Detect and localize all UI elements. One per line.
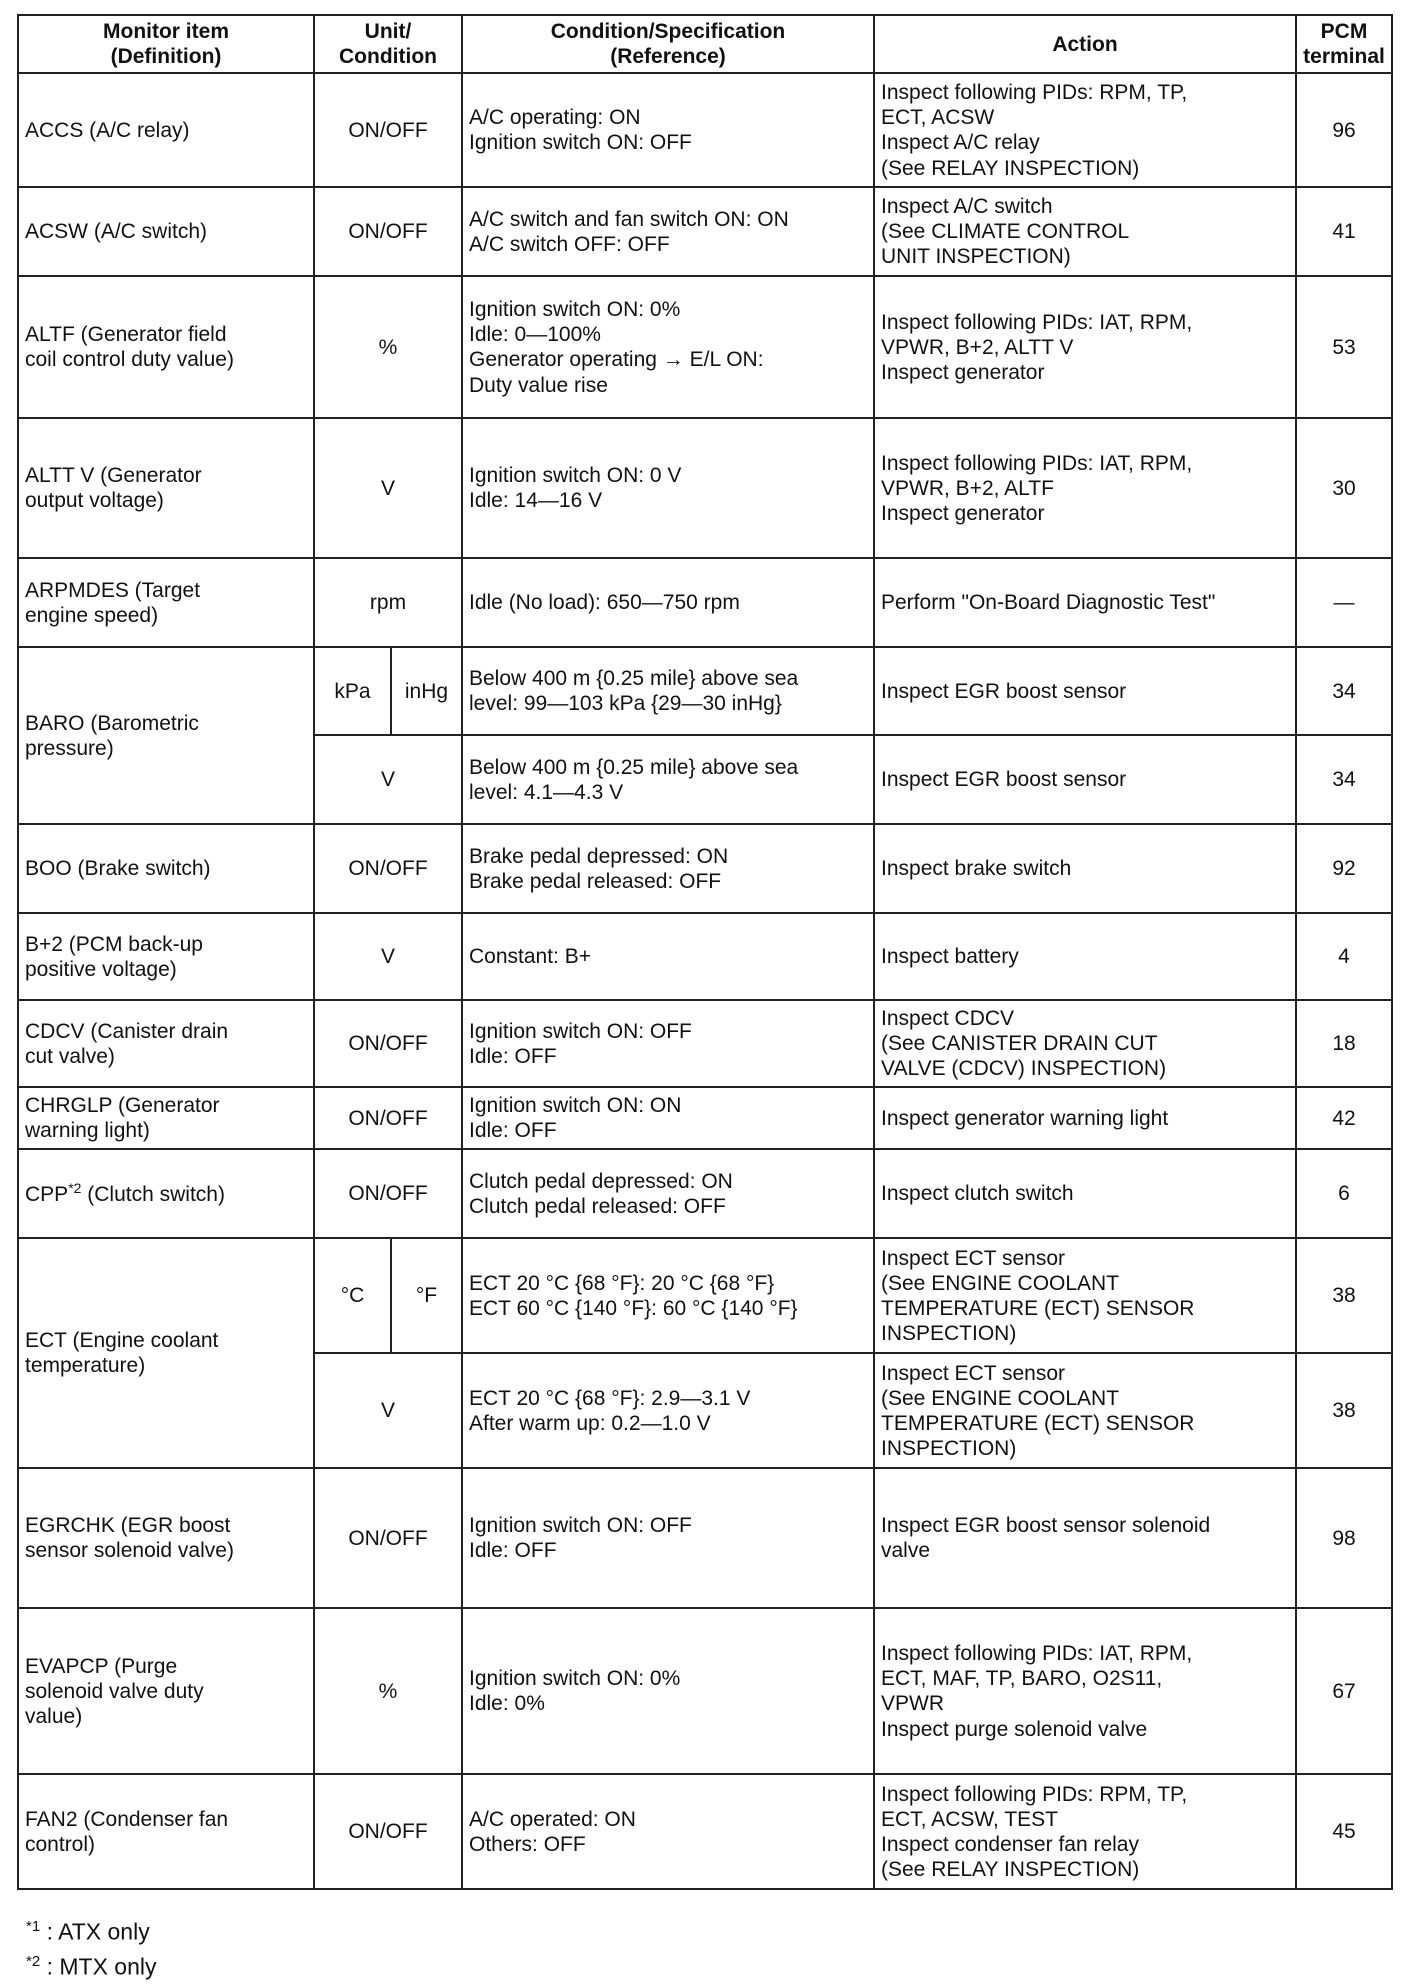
condition-cell: Ignition switch ON: OFF Idle: OFF [462, 1468, 874, 1608]
action-cell: Inspect following PIDs: IAT, RPM, ECT, MAF, TP, BARO, O2S11, VPWR Inspect purge solenoid valve [874, 1608, 1296, 1774]
terminal-cell: 4 [1296, 913, 1392, 1000]
unit-cell-secondary: inHg [391, 647, 462, 735]
header-unit-condition: Unit/ Condition [314, 15, 462, 73]
condition-cell: Ignition switch ON: 0 V Idle: 14—16 V [462, 418, 874, 558]
terminal-cell: 18 [1296, 1000, 1392, 1087]
condition-cell: Below 400 m {0.25 mile} above sea level: 99—103 kPa {29—30 inHg} [462, 647, 874, 735]
action-cell: Inspect clutch switch [874, 1149, 1296, 1238]
terminal-cell: 53 [1296, 276, 1392, 418]
table-row [18, 1087, 1392, 1149]
footnotes [26, 1912, 157, 1981]
footnote-atx [26, 1912, 157, 1947]
action-cell: Inspect A/C switch (See CLIMATE CONTROL UNIT INSPECTION) [874, 187, 1296, 276]
unit-cell-secondary: °F [391, 1238, 462, 1353]
header-pcm-terminal: PCM terminal [1296, 15, 1392, 73]
monitor-item-cell: ACSW (A/C switch) [18, 187, 314, 276]
table-row [18, 276, 1392, 418]
monitor-item-definition: (Clutch switch) [81, 1183, 225, 1207]
table-row [18, 1468, 1392, 1608]
footnote-mtx [26, 1947, 157, 1982]
monitor-item-cell: ECT (Engine coolant temperature) [18, 1238, 314, 1468]
condition-cell: A/C operating: ON Ignition switch ON: OFF [462, 73, 874, 187]
unit-cell: ON/OFF [314, 1000, 462, 1087]
condition-cell: Clutch pedal depressed: ON Clutch pedal released: OFF [462, 1149, 874, 1238]
footnote-text: : MTX only [46, 1953, 157, 1980]
action-cell: Inspect EGR boost sensor [874, 735, 1296, 824]
terminal-cell: — [1296, 558, 1392, 647]
monitor-item-cell: EVAPCP (Purge solenoid valve duty value) [18, 1608, 314, 1774]
unit-cell: ON/OFF [314, 1468, 462, 1608]
footnote-mark: *2 [26, 1952, 41, 1970]
header-action: Action [874, 15, 1296, 73]
unit-cell: ON/OFF [314, 73, 462, 187]
condition-cell: Brake pedal depressed: ON Brake pedal released: OFF [462, 824, 874, 913]
terminal-cell: 92 [1296, 824, 1392, 913]
table-row [18, 73, 1392, 187]
terminal-cell: 34 [1296, 647, 1392, 735]
terminal-cell: 6 [1296, 1149, 1392, 1238]
unit-cell: % [314, 1608, 462, 1774]
condition-cell: A/C operated: ON Others: OFF [462, 1774, 874, 1889]
unit-cell: V [314, 418, 462, 558]
monitor-item-cell: ALTT V (Generator output voltage) [18, 418, 314, 558]
terminal-cell: 96 [1296, 73, 1392, 187]
table-row [18, 647, 1392, 735]
monitor-item-cell: CDCV (Canister drain cut valve) [18, 1000, 314, 1087]
action-cell: Inspect following PIDs: IAT, RPM, VPWR, B+2, ALTT V Inspect generator [874, 276, 1296, 418]
action-cell: Perform "On-Board Diagnostic Test" [874, 558, 1296, 647]
condition-cell: A/C switch and fan switch ON: ON A/C switch OFF: OFF [462, 187, 874, 276]
condition-cell: Constant: B+ [462, 913, 874, 1000]
condition-cell: ECT 20 °C {68 °F}: 20 °C {68 °F} ECT 60 °C {140 °F}: 60 °C {140 °F} [462, 1238, 874, 1353]
unit-cell: V [314, 1353, 462, 1468]
monitor-item-cell [18, 1149, 314, 1238]
monitor-item-name: CPP [25, 1183, 69, 1207]
action-cell: Inspect generator warning light [874, 1087, 1296, 1149]
condition-cell: Ignition switch ON: OFF Idle: OFF [462, 1000, 874, 1087]
unit-cell: V [314, 913, 462, 1000]
monitor-item-cell: ARPMDES (Target engine speed) [18, 558, 314, 647]
table-row [18, 913, 1392, 1000]
condition-cell: Below 400 m {0.25 mile} above sea level: 4.1—4.3 V [462, 735, 874, 824]
action-cell: Inspect CDCV (See CANISTER DRAIN CUT VALVE (CDCV) INSPECTION) [874, 1000, 1296, 1087]
table-row [18, 1608, 1392, 1774]
table-row [18, 1238, 1392, 1353]
table-row [18, 1774, 1392, 1889]
pid-monitor-table [17, 14, 1393, 1890]
unit-cell: rpm [314, 558, 462, 647]
monitor-item-cell: BARO (Barometric pressure) [18, 647, 314, 824]
action-cell: Inspect brake switch [874, 824, 1296, 913]
terminal-cell: 98 [1296, 1468, 1392, 1608]
action-cell: Inspect following PIDs: RPM, TP, ECT, ACSW Inspect A/C relay (See RELAY INSPECTION) [874, 73, 1296, 187]
unit-cell: ON/OFF [314, 1087, 462, 1149]
table-row [18, 558, 1392, 647]
terminal-cell: 45 [1296, 1774, 1392, 1889]
terminal-cell: 42 [1296, 1087, 1392, 1149]
unit-cell-primary: °C [314, 1238, 391, 1353]
terminal-cell: 38 [1296, 1353, 1392, 1468]
terminal-cell: 67 [1296, 1608, 1392, 1774]
action-cell: Inspect following PIDs: IAT, RPM, VPWR, B+2, ALTF Inspect generator [874, 418, 1296, 558]
header-monitor-item: Monitor item (Definition) [18, 15, 314, 73]
monitor-item-cell: EGRCHK (EGR boost sensor solenoid valve) [18, 1468, 314, 1608]
table-row [18, 1000, 1392, 1087]
footnote-text: : ATX only [46, 1918, 150, 1945]
condition-cell: ECT 20 °C {68 °F}: 2.9—3.1 V After warm up: 0.2—1.0 V [462, 1353, 874, 1468]
monitor-item-cell: FAN2 (Condenser fan control) [18, 1774, 314, 1889]
unit-cell: ON/OFF [314, 824, 462, 913]
action-cell: Inspect EGR boost sensor [874, 647, 1296, 735]
table-row [18, 187, 1392, 276]
action-cell: Inspect EGR boost sensor solenoid valve [874, 1468, 1296, 1608]
action-cell: Inspect ECT sensor (See ENGINE COOLANT TEMPERATURE (ECT) SENSOR INSPECTION) [874, 1238, 1296, 1353]
unit-cell: % [314, 276, 462, 418]
action-cell: Inspect ECT sensor (See ENGINE COOLANT TEMPERATURE (ECT) SENSOR INSPECTION) [874, 1353, 1296, 1468]
table-row [18, 418, 1392, 558]
pid-monitor-document [17, 14, 1393, 1890]
monitor-item-cell: ACCS (A/C relay) [18, 73, 314, 187]
footnote-marker: *2 [68, 1180, 82, 1197]
action-cell: Inspect following PIDs: RPM, TP, ECT, ACSW, TEST Inspect condenser fan relay (See RELAY INSPECTION) [874, 1774, 1296, 1889]
table-header-row [18, 15, 1392, 73]
monitor-item-cell: ALTF (Generator field coil control duty value) [18, 276, 314, 418]
unit-cell: V [314, 735, 462, 824]
monitor-item-cell: B+2 (PCM back-up positive voltage) [18, 913, 314, 1000]
terminal-cell: 38 [1296, 1238, 1392, 1353]
terminal-cell: 34 [1296, 735, 1392, 824]
condition-cell: Idle (No load): 650—750 rpm [462, 558, 874, 647]
terminal-cell: 41 [1296, 187, 1392, 276]
monitor-item-cell: BOO (Brake switch) [18, 824, 314, 913]
unit-cell: ON/OFF [314, 1774, 462, 1889]
table-row [18, 824, 1392, 913]
header-condition-specification: Condition/Specification (Reference) [462, 15, 874, 73]
table-row [18, 1149, 1392, 1238]
monitor-item-cell: CHRGLP (Generator warning light) [18, 1087, 314, 1149]
condition-cell: Ignition switch ON: ON Idle: OFF [462, 1087, 874, 1149]
action-cell: Inspect battery [874, 913, 1296, 1000]
footnote-mark: *1 [26, 1918, 41, 1935]
condition-cell: Ignition switch ON: 0% Idle: 0% [462, 1608, 874, 1774]
condition-cell: Ignition switch ON: 0% Idle: 0—100% Generator operating → E/L ON: Duty value rise [462, 276, 874, 418]
unit-cell: ON/OFF [314, 1149, 462, 1238]
unit-cell: ON/OFF [314, 187, 462, 276]
unit-cell-primary: kPa [314, 647, 391, 735]
terminal-cell: 30 [1296, 418, 1392, 558]
